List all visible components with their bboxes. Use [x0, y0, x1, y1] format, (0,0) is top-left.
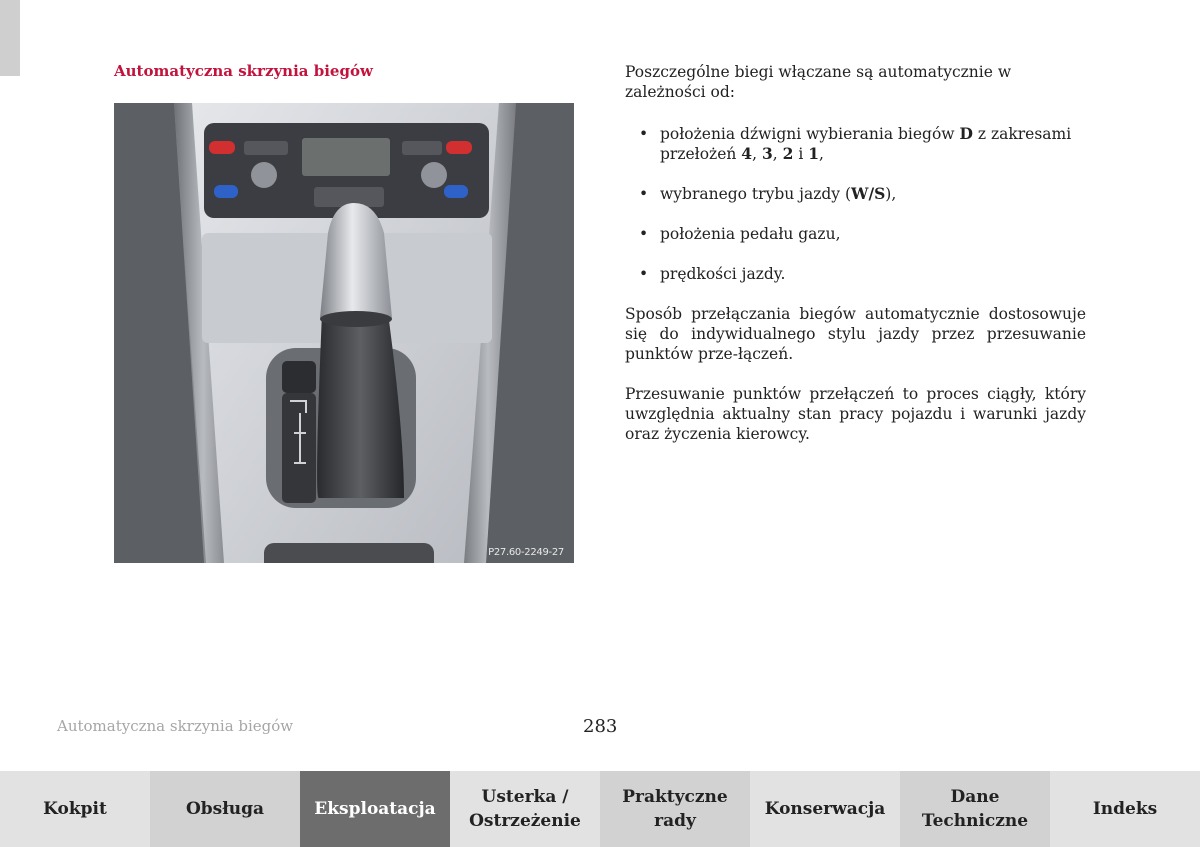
bullet-dot: • [639, 185, 649, 203]
photo-code: P27.60-2249-27 [488, 547, 564, 558]
paragraph: Sposób przełączania biegów automatycznie dostosowuje się do indywidualnego stylu jazdy przez przesuwanie punktów prze-łączeń. [625, 305, 1086, 363]
intro-text: Poszczególne biegi włączane są automatycznie w zależności od: [625, 63, 1012, 101]
nav-tab-usterka-ostrzezenie[interactable]: Usterka / Ostrzeżenie [450, 771, 600, 847]
footer-section-label: Automatyczna skrzynia biegów [57, 717, 294, 735]
list-item: • położenia dźwigni wybierania biegów D z zakresami przełożeń 4, 3, 2 i 1, [639, 124, 1072, 163]
bullet-list [625, 124, 1086, 284]
list-item: • prędkości jazdy. [639, 265, 786, 283]
corner-tab [0, 0, 20, 76]
bullet-dot: • [639, 265, 649, 283]
nav-tab-indeks[interactable]: Indeks [1050, 771, 1200, 847]
gear-selector-illustration [114, 103, 574, 563]
nav-tab-konserwacja[interactable]: Konserwacja [750, 771, 900, 847]
bullet-dot: • [639, 125, 649, 143]
chapter-navigation [0, 771, 1200, 847]
nav-tab-kokpit[interactable]: Kokpit [0, 771, 150, 847]
nav-tab-eksploatacja[interactable]: Eksploatacja [300, 771, 450, 847]
list-item: • położenia pedału gazu, [639, 225, 841, 243]
section-title: Automatyczna skrzynia biegów [114, 62, 373, 80]
nav-tab-dane-techniczne[interactable]: Dane Techniczne [900, 771, 1050, 847]
content-column [625, 62, 1086, 464]
nav-tab-obsluga[interactable]: Obsługa [150, 771, 300, 847]
bullet-dot: • [639, 225, 649, 243]
nav-tab-praktyczne-rady[interactable]: Praktyczne rady [600, 771, 750, 847]
page-number: 283 [583, 716, 618, 737]
gear-selector-photo [114, 103, 574, 563]
list-item: • wybranego trybu jazdy (W/S), [639, 184, 897, 203]
paragraph: Przesuwanie punktów przełączeń to proces ciągły, który uwzględnia aktualny stan pracy pojazdu i warunki jazdy oraz życzenia kierowcy. [625, 385, 1086, 443]
